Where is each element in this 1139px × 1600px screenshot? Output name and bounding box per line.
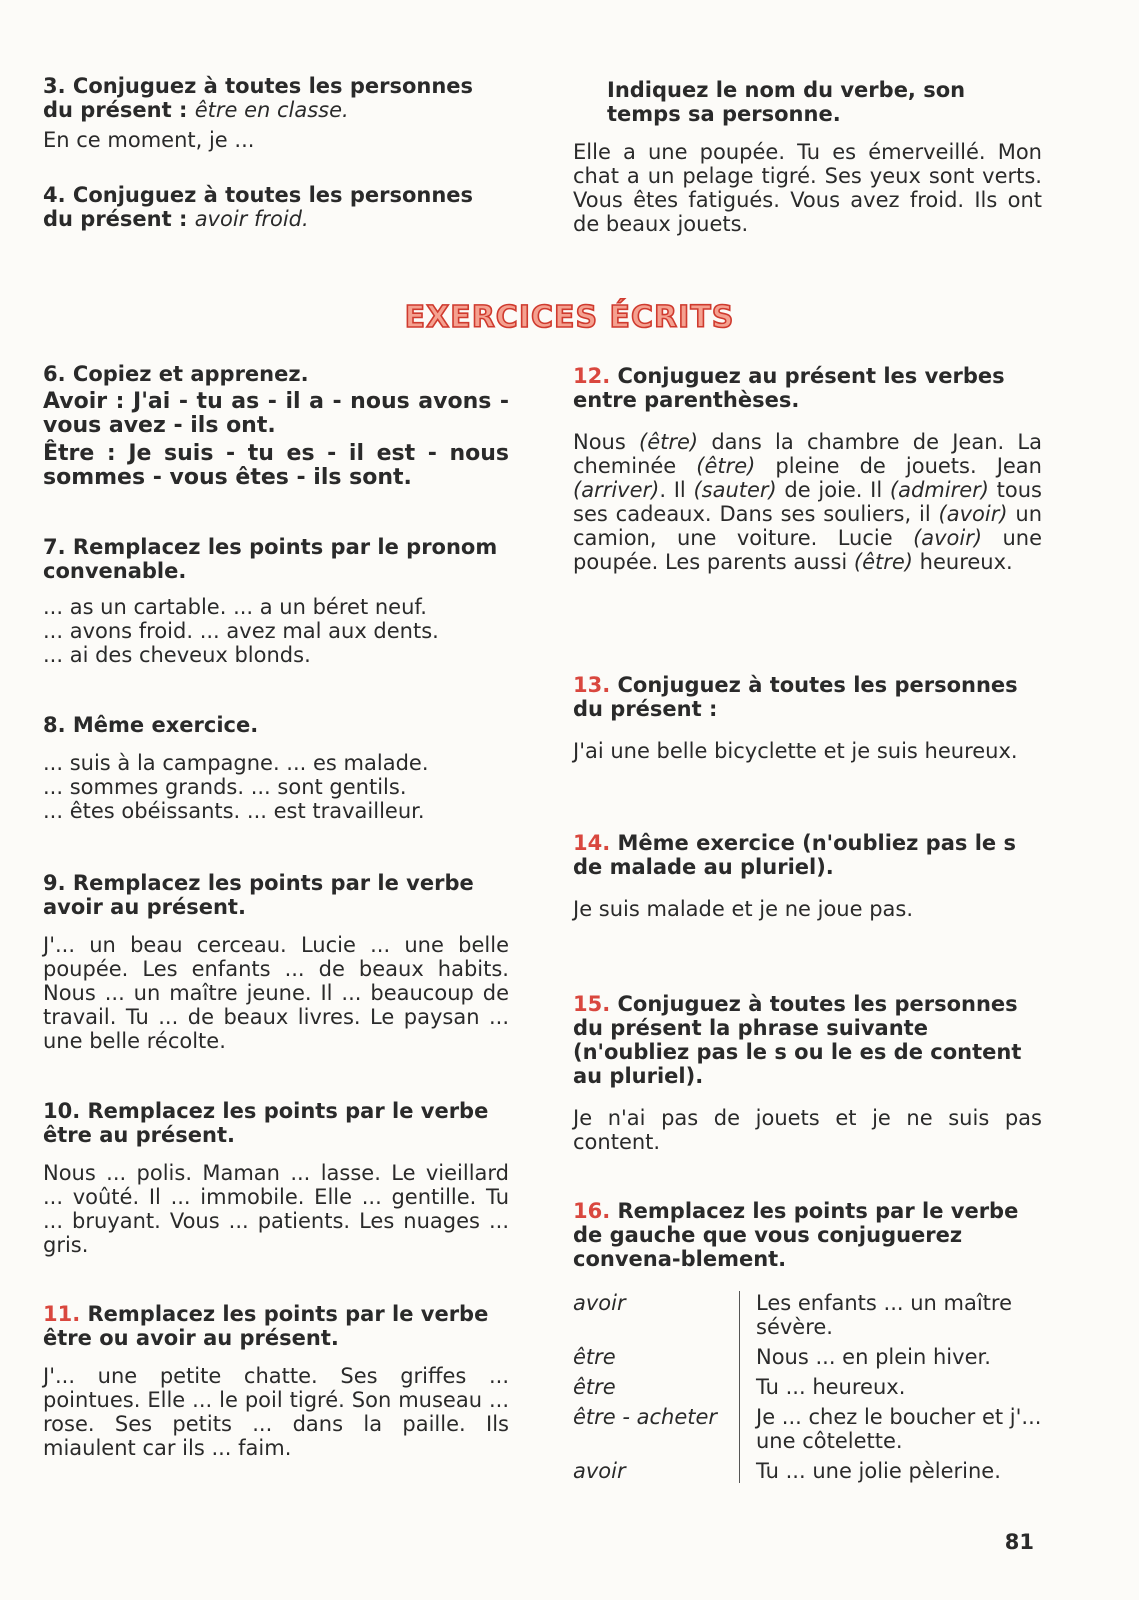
exercise-instruction: Remplacez les points par le pronom convenable. (43, 535, 498, 583)
table-sentence: Nous ... en plein hiver. (756, 1345, 991, 1369)
table-row (573, 1459, 1042, 1483)
exercise-verb: avoir froid. (194, 207, 309, 231)
exercise-line: ... as un cartable. ... a un béret neuf. (43, 595, 427, 619)
table-verb: avoir (573, 1291, 740, 1345)
conjugation-avoir: Avoir : J'ai - tu as - il a - nous avons - vous avez - ils ont. (43, 389, 510, 438)
exercise-number: 6. (43, 362, 66, 386)
exercise-5 (573, 78, 1042, 236)
exercise-body: Je n'ai pas de jouets et je ne suis pas content. (573, 1106, 1042, 1154)
verb-in-parentheses: (avoir) (913, 526, 983, 550)
exercise-10: 10. Remplacez les points par le verbe être au présent. Nous ... polis. Maman ... lasse. Le vieillard ... voûté. Il ... immobile. Elle ... gentille. Tu ... bruyant. Vous ... patients. Les nuages ... gris. (43, 1099, 509, 1257)
table-sentence: Les enfants ... un maître sévère. (756, 1291, 1012, 1339)
exercise-body: Je suis malade et je ne joue pas. (573, 897, 914, 921)
section-title: EXERCICES ÉCRITS (404, 300, 735, 335)
exercise-14 (573, 831, 1042, 921)
verb-in-parentheses: (avoir) (938, 502, 1008, 526)
exercise-number: 8. (43, 713, 66, 737)
verb-in-parentheses: (sauter) (693, 478, 777, 502)
exercise-instruction: Conjuguez à toutes les personnes du présent : (43, 183, 474, 231)
exercise-body: En ce moment, je ... (43, 128, 255, 152)
exercise-12 (573, 364, 1042, 574)
exercise-line: ... sommes grands. ... sont gentils. (43, 775, 407, 799)
exercise-line: ... ai des cheveux blonds. (43, 643, 311, 667)
exercise-7 (43, 535, 509, 667)
exercise-line: ... êtes obéissants. ... est travailleur. (43, 799, 425, 823)
exercise-6 (43, 362, 509, 490)
exercise-number: 4. (43, 183, 66, 207)
table-verb: être (573, 1345, 740, 1375)
table-row (573, 1375, 1042, 1405)
exercise-instruction: Indiquez le nom du verbe, son temps sa personne. (607, 78, 966, 126)
exercise-body: Elle a une poupée. Tu es émerveillé. Mon chat a un pelage tigré. Ses yeux sont verts. Vous êtes fatigués. Vous avez froid. Ils ont de beaux jouets. (573, 140, 1042, 236)
exercise-number: 14. (573, 831, 611, 855)
verb-in-parentheses: (être) (639, 430, 699, 454)
exercise-instruction: Conjuguez à toutes les personnes du présent : (573, 673, 1018, 721)
exercise-line: ... avons froid. ... avez mal aux dents. (43, 619, 439, 643)
exercise-number: 16. (573, 1199, 611, 1223)
table-sentence: Je ... chez le boucher et j'... une côtelette. (756, 1405, 1042, 1453)
table-verb: avoir (573, 1459, 740, 1483)
exercise-9 (43, 871, 509, 1053)
exercise-13 (573, 673, 1042, 763)
exercise-body: Nous (être) dans la chambre de Jean. La cheminée (être) pleine de jouets. Jean (arriver). Il (sauter) de joie. Il (admirer) tous ses cadeaux. Dans ses souliers, il (avoir) un camion, une voiture. Lucie (avoir) une poupée. Les parents aussi (être) heureux. (573, 430, 1043, 574)
exercise-number: 11. (43, 1302, 81, 1326)
exercise-instruction: Copiez et apprenez. (72, 362, 309, 386)
exercise-instruction: Conjuguez à toutes les personnes du présent : (43, 74, 474, 122)
table-row (573, 1405, 1042, 1459)
exercise-instruction: Remplacez les points par le verbe de gauche que vous conjuguerez convena-blement. (573, 1199, 1019, 1271)
table-sentence: Tu ... une jolie pèlerine. (756, 1459, 1001, 1483)
page-number: 81 (1004, 1530, 1034, 1554)
exercise-body: Nous ... polis. Maman ... lasse. Le vieillard ... voûté. Il ... immobile. Elle ... gentille. Tu ... bruyant. Vous ... patients. Les nuages ... gris. (43, 1161, 509, 1257)
exercise-instruction: Conjuguez au présent les verbes entre parenthèses. (573, 364, 1005, 412)
verb-in-parentheses: (être) (853, 550, 913, 574)
table-verb: être - acheter (573, 1405, 740, 1459)
exercise-body: J'... un beau cerceau. Lucie ... une belle poupée. Les enfants ... de beaux habits. Nous ... un maître jeune. Il ... beaucoup de travail. Tu ... de beaux livres. Le paysan ... une belle récolte. (43, 933, 509, 1053)
exercise-number: 7. (43, 535, 66, 559)
exercise-verb: avoir (135, 1326, 196, 1350)
exercise-body: J'ai une belle bicyclette et je suis heureux. (573, 739, 1018, 763)
table-verb: être (573, 1375, 740, 1405)
table-row (573, 1291, 1042, 1345)
table-sentence: Tu ... heureux. (756, 1375, 906, 1399)
verb-in-parentheses: (arriver) (573, 478, 660, 502)
exercise-instruction: Remplacez les points par le verbe (87, 1302, 489, 1326)
exercise-instruction: Même exercice (n'oubliez pas le s de malade au pluriel). (573, 831, 1016, 879)
exercise-number: 13. (573, 673, 611, 697)
exercise-8 (43, 713, 509, 823)
table-row (573, 1345, 1042, 1375)
exercise-3 (43, 74, 509, 152)
exercise-15: 15. Conjuguez à toutes les personnes du présent la phrase suivante (n'oubliez pas le s ou le es de content au pluriel). Je n'ai pas de jouets et je ne suis pas content. (573, 992, 1042, 1154)
verb-table (573, 1291, 1042, 1483)
conjugation-etre: Être : Je suis - tu es - il est - nous sommes - vous êtes - ils sont. (43, 441, 509, 490)
exercise-body: J'... une petite chatte. Ses griffes ... pointues. Elle ... le poil tigré. Son museau ... rose. Ses petits ... dans la paille. Ils miaulent car ils ... faim. (43, 1364, 509, 1460)
exercise-instruction: Remplacez les points par le verbe avoir au présent. (43, 871, 474, 919)
exercise-number: 9. (43, 871, 66, 895)
exercise-verb: être (43, 1326, 92, 1350)
exercise-line: ... suis à la campagne. ... es malade. (43, 751, 429, 775)
exercise-verb: être (43, 1123, 92, 1147)
exercise-instruction: Remplacez les points par le verbe (87, 1099, 489, 1123)
exercise-instruction: Même exercice. (72, 713, 259, 737)
exercise-instruction: Conjuguez à toutes les personnes du présent la phrase suivante (n'oubliez pas (573, 992, 1018, 1064)
verb-in-parentheses: (être) (696, 454, 756, 478)
exercise-number: 10. (43, 1099, 81, 1123)
verb-in-parentheses: (admirer) (889, 478, 989, 502)
exercise-16 (573, 1199, 1042, 1483)
exercise-number: 12. (573, 364, 611, 388)
exercise-verb: être en classe. (194, 98, 349, 122)
exercise-4 (43, 183, 509, 231)
exercise-number: 15. (573, 992, 611, 1016)
exercise-number: 3. (43, 74, 66, 98)
exercise-11: 11. Remplacez les points par le verbe être ou avoir au présent. J'... une petite chatte. Ses griffes ... pointues. Elle ... le poil tigré. Son museau ... rose. Ses petits ... dans la paille. Ils miaulent car ils ... faim. (43, 1302, 509, 1460)
